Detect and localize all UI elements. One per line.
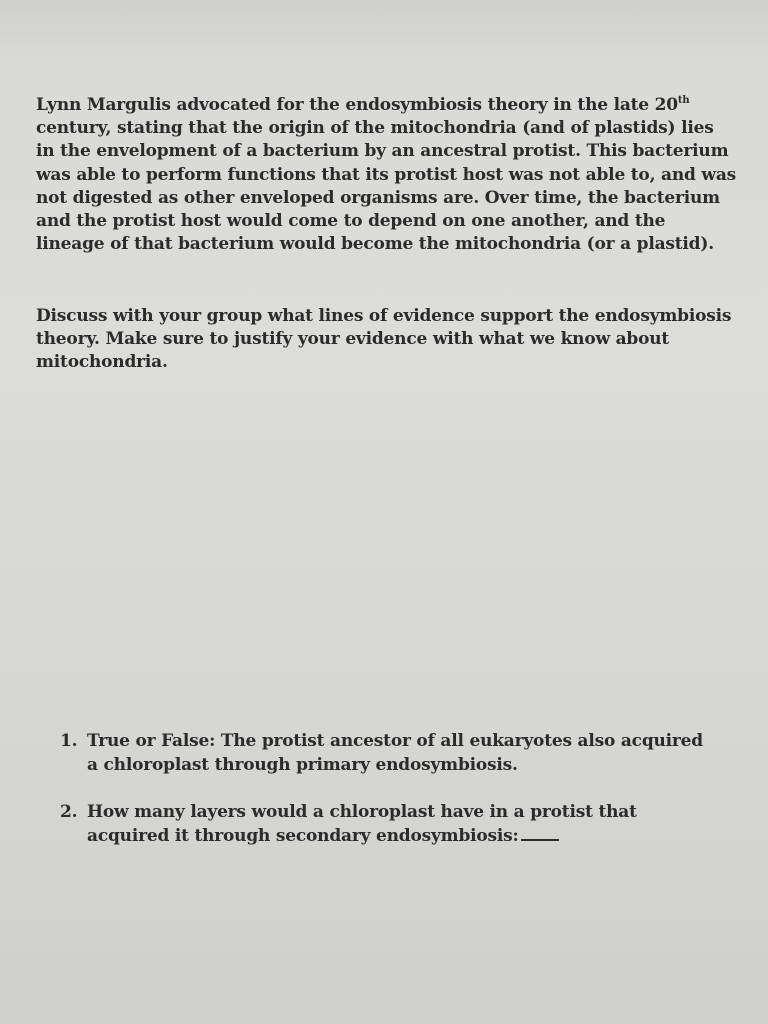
question-item-2	[60, 800, 710, 848]
question-list	[60, 729, 710, 848]
question-number: 1.	[60, 731, 78, 751]
discussion-paragraph: Discuss with your group what lines of evidence support the endosymbiosis theory. Make sure to justify your evidence with what we know about mitochondria.	[36, 306, 732, 373]
question-text: True or False: The protist ancestor of all eukaryotes also acquired a chloroplast through primary endosymbiosis.	[87, 731, 703, 775]
page-shadow	[0, 0, 768, 60]
answer-blank[interactable]	[521, 824, 559, 841]
question-text: How many layers would a chloroplast have in a protist that acquired it through secondary endosymbiosis:	[87, 802, 637, 846]
ordinal-suffix: th	[677, 95, 690, 106]
intro-text-start: Lynn Margulis advocated for the endosymbiosis theory in the late 20	[36, 95, 678, 115]
question-number: 2.	[60, 802, 78, 822]
intro-paragraph	[36, 94, 736, 256]
question-item-1	[60, 729, 710, 777]
intro-text-rest: century, stating that the origin of the mitochondria (and of plastids) lies in the envelopment of a bacterium by an ancestral protist. This bacterium was able to perform functions that its protist host was not able to, and was not digested as other enveloped organisms are. Over time, the bacterium and the protist host would come to depend on one another, and the lineage of that bacterium would become the mitochondria (or a plastid).	[36, 118, 737, 255]
